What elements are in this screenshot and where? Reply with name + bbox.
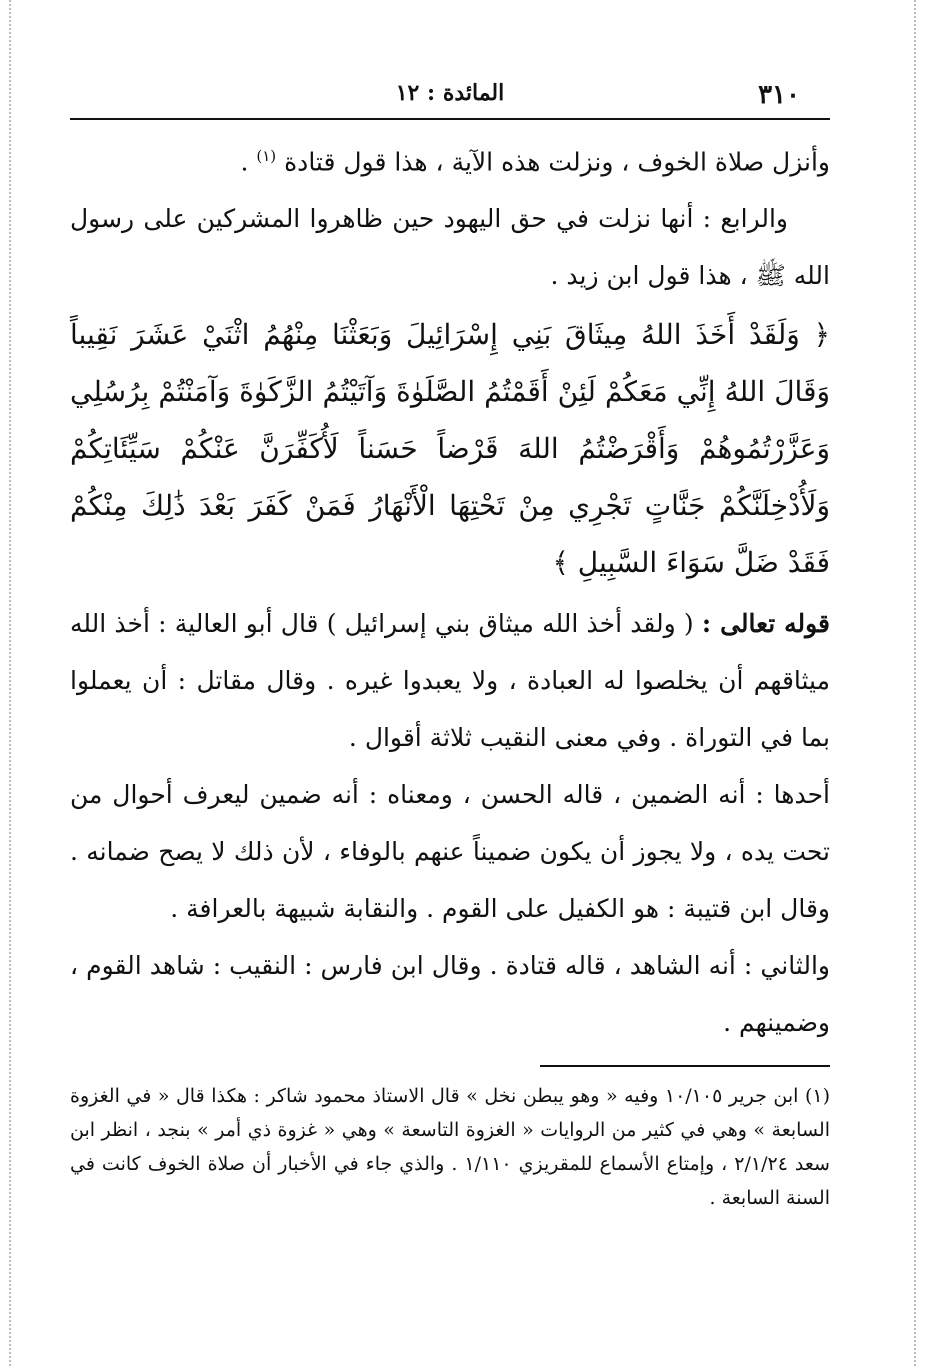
body-text: [70, 128, 830, 1051]
paragraph-3-text: ( ولقد أخذ الله ميثاق بني إسرائيل ) قال أبو العالية : أخذ الله ميثاقهم أن يخلصوا له العبادة ، ولا يعبدوا غيره . وقال مقاتل : أن يعملوا بما في التوراة . وفي معنى النقيب ثلاثة أقوال .: [70, 609, 830, 753]
footnotes: [70, 1079, 830, 1215]
footnote-1: (١) ابن جرير ١٠/١٠٥ وفيه « وهو يبطن نخل » قال الاستاذ محمود شاكر : هكذا قال « في الغزوة السابعة » وهي في كثير من الروايات « الغزوة التاسعة » وهي « غزوة ذي أمر » بنجد ، انظر ابن سعد ٢/١/٢٤ ، وإمتاع الأسماع للمقريزي ١/١١٠ . والذي جاء في الأخبار أن صلاة الخوف كانت في السنة السابعة .: [70, 1085, 830, 1210]
quran-verse: ﴿ وَلَقَدْ أَخَذَ اللهُ مِيثَاقَ بَنِي إِسْرَائِيلَ وَبَعَثْنَا مِنْهُمُ اثْنَيْ عَشَرَ نَقِيباً وَقَالَ اللهُ إِنِّي مَعَكُمْ لَئِنْ أَقَمْتُمُ الصَّلَوٰةَ وَآتَيْتُمُ الزَّكَوٰةَ وَآمَنْتُمْ بِرُسُلِي وَعَزَّرْتُمُوهُمْ وَأَقْرَضْتُمُ اللهَ قَرْضاً حَسَناً لَأُكَفِّرَنَّ عَنْكُمْ سَيِّئَاتِكُمْ وَلَأُدْخِلَنَّكُمْ جَنَّاتٍ تَجْرِي مِنْ تَحْتِهَا الْأَنْهَارُ فَمَنْ كَفَرَ بَعْدَ ذَٰلِكَ مِنْكُمْ فَقَدْ ضَلَّ سَوَاءَ السَّبِيلِ ﴾: [70, 318, 830, 580]
paragraph-3-lead: قوله تعالى :: [701, 609, 830, 639]
scan-margin-line-left: [9, 0, 11, 1366]
page-number: ٣١٠: [758, 80, 800, 110]
paragraph-2: والرابع : أنها نزلت في حق اليهود حين ظاهروا المشركين على رسول الله ﷺ ، هذا قول ابن زيد .: [70, 204, 830, 291]
page-header: [70, 66, 830, 120]
paragraph-1-end: .: [240, 147, 257, 177]
paragraph-4: أحدها : أنه الضمين ، قاله الحسن ، ومعناه : أنه ضمين ليعرف أحوال من تحت يده ، ولا يجوز أن يكون ضميناً عنهم بالوفاء ، لأن ذلك لا يصح ضمانه . وقال ابن قتيبة : هو الكفيل على القوم . والنقابة شبيهة بالعرافة .: [70, 780, 830, 924]
paragraph-5: والثاني : أنه الشاهد ، قاله قتادة . وقال ابن فارس : النقيب : شاهد القوم ، وضمينهم .: [70, 951, 830, 1038]
paragraph-1: [70, 128, 830, 190]
footnote-ref: (١): [256, 147, 277, 165]
book-page: [70, 66, 830, 1215]
scan-margin-line-right: [914, 0, 916, 1366]
paragraph-3: [70, 595, 830, 766]
running-title: المائدة : ١٢: [395, 80, 505, 106]
footnote-separator: [540, 1065, 830, 1067]
paragraph-1-text: وأنزل صلاة الخوف ، ونزلت هذه الآية ، هذا قول قتادة: [276, 147, 830, 177]
